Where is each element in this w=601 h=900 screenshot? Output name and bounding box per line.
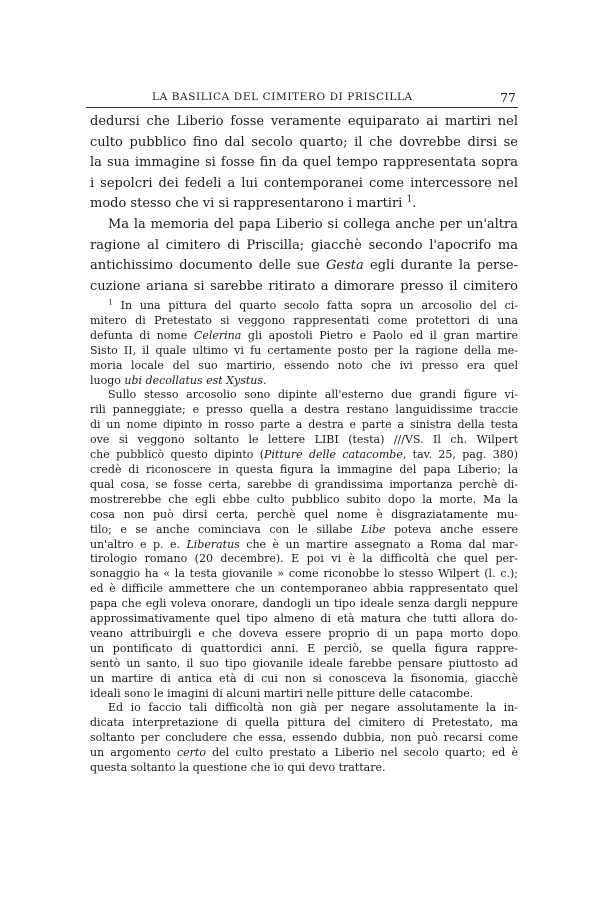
footnote-line: qual cosa, se fosse certa, sarebbe di grandissima importanza perchè di- xyxy=(90,477,518,491)
text-line: la sua immagine si fosse fin da quel tempo rappresentata sopra xyxy=(90,155,518,171)
footnote-line: che pubblicò questo dipinto (Pitture delle catacombe, tav. 25, pag. 380) xyxy=(90,448,518,462)
footnote-line: mostrerebbe che egli ebbe culto pubblico subito dopo la morte. Ma la xyxy=(90,492,518,506)
footnote-line: ove si veggono soltanto le lettere LIBI (testa) ///VS. Il ch. Wilpert xyxy=(90,433,518,447)
footnote-line: Sullo stesso arcosolio sono dipinte all'esterno due grandi figure vi- xyxy=(108,388,518,402)
running-header xyxy=(86,91,518,107)
footnote-line: veano attribuirgli e che doveva essere proprio di un papa morto dopo xyxy=(90,626,518,640)
footnote-line: defunta di nome Celerina gli apostoli Pietro e Paolo ed il gran martire xyxy=(90,328,518,342)
footnote-line: sonaggio ha « la testa giovanile » come riconobbe lo stesso Wilpert (l. c.); xyxy=(90,567,518,581)
text-line: culto pubblico fino dal secolo quarto; il che dovrebbe dirsi se xyxy=(90,134,518,150)
footnote-marker[interactable]: 1 xyxy=(406,195,413,206)
footnote-line: un'altro e p. e. Liberatus che è un martire assegnato a Roma dal mar- xyxy=(90,537,518,551)
footnote-line: cosa non può dirsi certa, perchè quel nome è disgraziatamente mu- xyxy=(90,507,518,521)
running-title: LA BASILICA DEL CIMITERO DI PRISCILLA xyxy=(152,91,413,103)
footnote-line: credè di riconoscere in questa figura la immagine del papa Liberio; la xyxy=(90,462,518,476)
footnote-line: soltanto per concludere che essa, essendo dubbia, non può recarsi come xyxy=(90,731,518,745)
footnote-line: un pontificato di quattordici anni. E perciò, se quella figura rappre- xyxy=(90,641,518,655)
footnote-line: Sisto II, il quale ultimo vi fu certamente posto per la ragione della me- xyxy=(90,343,518,357)
text-line: i sepolcri dei fedeli a lui contemporanei come intercessore nel xyxy=(90,175,518,191)
footnote-line: questa soltanto la questione che io qui devo trattare. xyxy=(90,761,386,775)
footnote-line: Ed io faccio tali difficoltà non già per negare assolutamente la in- xyxy=(108,701,518,715)
footnote-line: tirologio romano (20 decembre). E poi vi è la difficoltà che quel per- xyxy=(90,552,518,566)
footnote-1 xyxy=(90,299,518,388)
text-line: modo stesso che vi si rappresentarono i martiri $^1$. xyxy=(90,195,417,212)
text-line: cuzione ariana si sarebbe ritirato a dimorare presso il cimitero xyxy=(90,278,518,294)
header-rule xyxy=(86,107,518,108)
footnote-line: $^1$ In una pittura del quarto secolo fatta sopra un arcosolio del ci- xyxy=(108,297,518,312)
footnote-line: un argomento certo del culto prestato a Liberio nel secolo quarto; ed è xyxy=(90,746,518,760)
footnote-line: tilo; e se anche cominciava con le sillabe Libe poteva anche essere xyxy=(90,522,519,536)
footnotes xyxy=(90,299,518,776)
footnote-line: moria locale del suo martirio, essendo noto che ivi presso era quel xyxy=(90,358,518,372)
italic-title: Gesta xyxy=(326,258,364,274)
page-number: 77 xyxy=(500,90,516,105)
footnote-line: un martire di antica età di cui non si conosceva la fisonomia, giacchè xyxy=(90,671,518,685)
footnote-1-continuation xyxy=(90,388,518,701)
footnote-line: sentò un santo, il suo tipo giovanile ideale farebbe pensare piuttosto ad xyxy=(90,656,518,670)
footnote-line: luogo ubi decollatus est Xystus. xyxy=(90,373,267,387)
footnote-line: dicata interpretazione di quella pittura del cimitero di Pretestato, ma xyxy=(90,716,518,730)
footnote-line: ideali sono le imagini di alcuni martiri nelle pitture delle catacombe. xyxy=(90,686,474,700)
footnote-line: ed è difficile ammettere che un contemporaneo abbia rappresentato quel xyxy=(90,582,518,596)
footnote-1-conclusion xyxy=(90,701,518,776)
footnote-line: rili panneggiate; e presso quella a destra restano languidissime traccie xyxy=(90,403,518,417)
footnote-number: 1 xyxy=(108,297,113,307)
footnote-line: di un nome dipinto in rosso parte a destra e parte a sinistra della testa xyxy=(90,418,518,432)
text-line: ragione al cimitero di Priscilla; giacchè secondo l'apocrifo ma xyxy=(90,237,518,253)
footnote-line: mitero di Pretestato si veggono rappresentati come protettori di una xyxy=(90,313,518,327)
text-line: antichissimo documento delle sue Gesta egli durante la perse- xyxy=(90,258,518,274)
text-line: dedursi che Liberio fosse veramente equiparato ai martiri nel xyxy=(90,114,518,129)
text-line: Ma la memoria del papa Liberio si collega anche per un'altra xyxy=(108,216,518,232)
main-text xyxy=(90,112,518,297)
footnote-line: papa che egli voleva onorare, dandogli un tipo ideale senza dargli neppure xyxy=(90,597,518,611)
footnote-line: approssimativamente quel tipo almeno di età matura che tutti allora do- xyxy=(90,612,518,626)
